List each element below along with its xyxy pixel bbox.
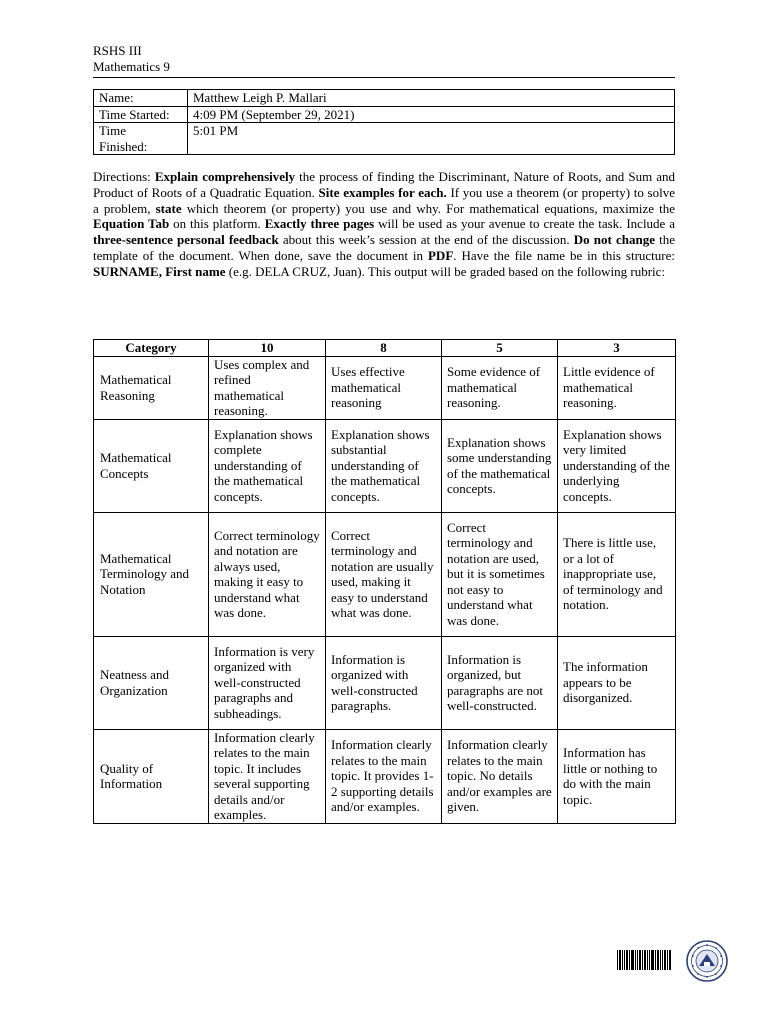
time-started-value: 4:09 PM (September 29, 2021) xyxy=(188,106,675,123)
rubric-category: Neatness and Organization xyxy=(94,636,209,729)
directions-emphasis: Do not change xyxy=(573,232,655,248)
rubric-header-row xyxy=(94,340,676,357)
barcode-icon xyxy=(617,950,671,970)
rubric-cell: Explanation shows complete understanding of the mathematical concepts. xyxy=(209,419,326,512)
directions-emphasis: state xyxy=(155,200,182,216)
directions-text: (e.g. DELA CRUZ, Juan). This output will be graded based on the following rubric: xyxy=(225,263,666,279)
rubric-cell: The information appears to be disorganized. xyxy=(558,636,676,729)
directions-emphasis: Exactly three pages xyxy=(264,216,375,232)
school-seal-icon xyxy=(686,940,728,982)
rubric-cell: Some evidence of mathematical reasoning. xyxy=(442,356,558,419)
rubric-cell: Explanation shows some understanding of the mathematical concepts. xyxy=(442,419,558,512)
rubric-category: Mathematical Reasoning xyxy=(94,356,209,419)
directions-text: which theorem (or property) you use and why. For mathematical equations, maximize the xyxy=(181,200,676,216)
rubric-row-concepts xyxy=(94,419,676,512)
rubric-header-category: Category xyxy=(94,340,209,357)
rubric-header-10: 10 xyxy=(209,340,326,357)
rubric-table xyxy=(93,339,676,824)
info-row-name xyxy=(94,90,675,107)
name-value: Matthew Leigh P. Mallari xyxy=(188,90,675,107)
directions-text: Directions: xyxy=(93,169,155,184)
directions-emphasis: SURNAME, First name xyxy=(93,263,226,279)
header-divider xyxy=(93,77,675,78)
header-subject: Mathematics 9 xyxy=(93,59,170,74)
directions-emphasis: Explain comprehensively xyxy=(154,169,296,184)
rubric-cell: Little evidence of mathematical reasoning. xyxy=(558,356,676,419)
directions-emphasis: Equation Tab xyxy=(93,216,170,232)
directions-text: If you use a theorem (or property) to solve a problem, xyxy=(93,184,675,216)
rubric-cell: Correct terminology and notation are usually used, making it easy to understand what was done. xyxy=(326,512,442,636)
rubric-cell: Uses effective mathematical reasoning xyxy=(326,356,442,419)
rubric-row-quality xyxy=(94,729,676,823)
rubric-cell: Information clearly relates to the main topic. It includes several supporting details and/or examples. xyxy=(209,729,326,823)
rubric-row-reasoning xyxy=(94,356,676,419)
rubric-cell: Information clearly relates to the main topic. No details and/or examples are given. xyxy=(442,729,558,823)
time-finished-value: 5:01 PM xyxy=(188,123,675,155)
header-school: RSHS III xyxy=(93,43,142,58)
document-header xyxy=(93,43,675,75)
rubric-row-terminology xyxy=(94,512,676,636)
directions-text: on this platform. xyxy=(169,216,265,232)
name-label: Name: xyxy=(94,90,188,107)
rubric-header-3: 3 xyxy=(558,340,676,357)
rubric-cell: Explanation shows substantial understanding of the mathematical concepts. xyxy=(326,419,442,512)
directions-emphasis: Site examples for each. xyxy=(318,184,447,200)
rubric-cell: Information is organized with well-constructed paragraphs. xyxy=(326,636,442,729)
directions-emphasis: three-sentence personal feedback xyxy=(93,232,279,248)
time-finished-label-line1: Time xyxy=(99,123,126,138)
directions-text: the process of finding the Discriminant, Nature of Roots, and Sum and Product of Roots of a Quadratic Equation. xyxy=(93,169,675,200)
rubric-header-8: 8 xyxy=(326,340,442,357)
directions-text: . Have the file name be in this structure: xyxy=(453,247,676,263)
info-row-finished xyxy=(94,123,675,155)
rubric-cell: Information clearly relates to the main topic. It provides 1-2 supporting details and/or examples. xyxy=(326,729,442,823)
rubric-category: Mathematical Concepts xyxy=(94,419,209,512)
rubric-cell: Information has little or nothing to do with the main topic. xyxy=(558,729,676,823)
time-finished-label-line2: Finished: xyxy=(99,138,148,154)
rubric-cell: Correct terminology and notation are always used, making it easy to understand what was done. xyxy=(209,512,326,636)
time-started-label: Time Started: xyxy=(94,106,188,123)
directions-text: about this week’s session at the end of the discussion. xyxy=(278,232,574,248)
rubric-cell: Uses complex and refined mathematical reasoning. xyxy=(209,356,326,419)
directions-paragraph xyxy=(93,169,675,280)
rubric-cell: Information is organized, but paragraphs are not well-constructed. xyxy=(442,636,558,729)
rubric-cell: Information is very organized with well-constructed paragraphs and subheadings. xyxy=(209,636,326,729)
rubric-cell: There is little use, or a lot of inappropriate use, of terminology and notation. xyxy=(558,512,676,636)
directions-emphasis: PDF xyxy=(427,247,454,263)
rubric-category: Quality of Information xyxy=(94,729,209,823)
rubric-cell: Correct terminology and notation are used, but it is sometimes not easy to understand what was done. xyxy=(442,512,558,636)
info-table xyxy=(93,89,675,155)
rubric-header-5: 5 xyxy=(442,340,558,357)
rubric-category: Mathematical Terminology and Notation xyxy=(94,512,209,636)
rubric-row-neatness xyxy=(94,636,676,729)
rubric-cell: Explanation shows very limited understanding of the underlying concepts. xyxy=(558,419,676,512)
time-finished-label xyxy=(94,123,188,155)
directions-text: the template of the document. When done, save the document in xyxy=(93,232,675,263)
info-row-started xyxy=(94,106,675,123)
directions-text: will be used as your avenue to create the task. Include a xyxy=(374,216,676,232)
